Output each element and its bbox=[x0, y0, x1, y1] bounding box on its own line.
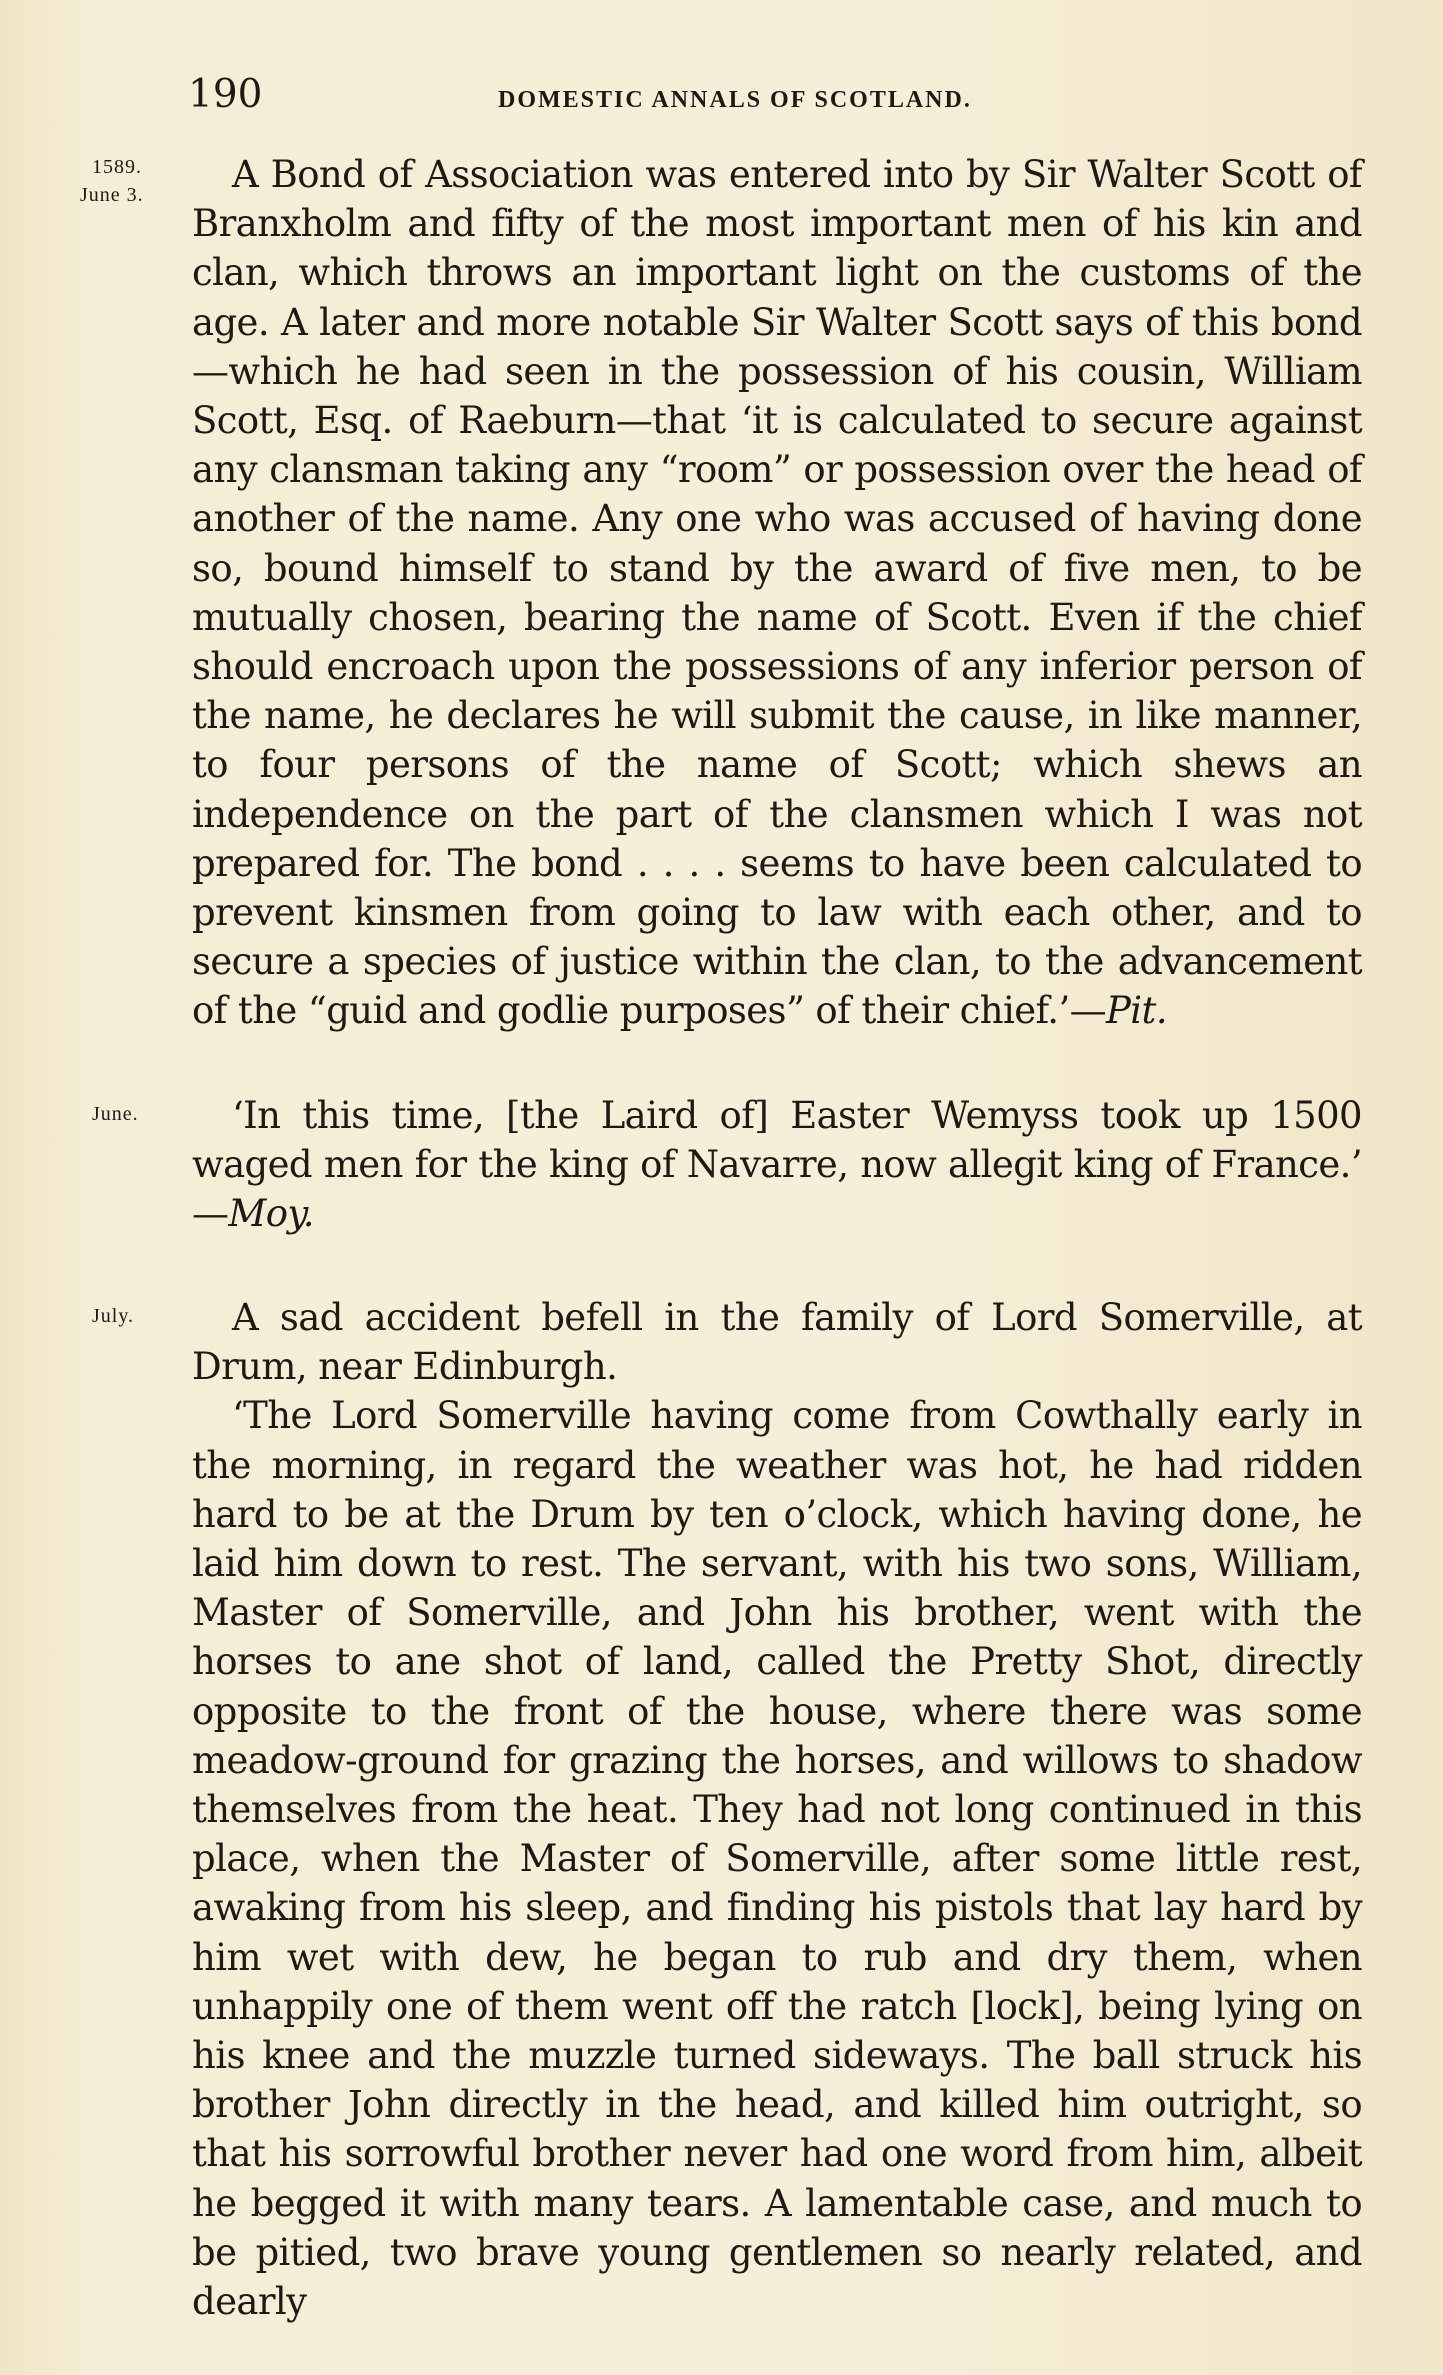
paragraph: A sad accident befell in the family of Lord Somerville, at Drum, near Edinburgh. bbox=[192, 1296, 1362, 1389]
entry-easter-wemyss bbox=[192, 1091, 1362, 1239]
paragraph-quote: ‘The Lord Somerville having come from Cowthally early in the morning, in regard the weather was hot, he had ridden hard to be at the Drum by ten o’clock, which having done, he laid him down to rest. The servant, with his two sons, William, Master of Somerville, and John his brother, went with the horses to ane shot of land, called the Pretty Shot, directly opposite to the front of the house, where there was some meadow-ground for grazing the horses, and willows to shadow themselves from the heat. They had not long continued in this place, when the Master of Somerville, after some little rest, awaking from his sleep, and finding his pistols that lay hard by him wet with dew, he began to rub and dry them, when unhappily one of them went off the ratch [lock], being lying on his knee and the muzzle turned sideways. The ball struck his brother John directly in the head, and killed him outright, so that his sorrowful brother never had one word from him, albeit he begged it with many tears. A lamentable case, and much to be pitied, two brave young gentlemen so nearly related, and dearly bbox=[192, 1394, 1362, 2324]
entry-bond-of-association bbox=[192, 150, 1362, 1036]
margin-note-date: June 3. bbox=[80, 184, 144, 206]
source-citation: Pit. bbox=[1106, 989, 1167, 1033]
paragraph bbox=[192, 150, 1362, 1036]
margin-note-june: June. bbox=[92, 1103, 139, 1125]
paragraph-text: ‘In this time, [the Laird of] Easter Wemyss took up 1500 waged men for the king of Navarre, now allegit king of France.’ — bbox=[192, 1094, 1362, 1236]
running-head: DOMESTIC ANNALS OF SCOTLAND. bbox=[498, 87, 972, 113]
page-header bbox=[188, 72, 1372, 132]
paragraph-text: A Bond of Association was entered into by Sir Walter Scott of Branxholm and fifty of the most important men of his kin and clan, which throws an important light on the customs of the age. A later and more notable Sir Walter Scott says of this bond—which he had seen in the possession of his cousin, William Scott, Esq. of Raeburn—that ‘it is calculated to secure against any clansman taking any “room” or possession over the head of another of the name. Any one who was accused of having done so, bound himself to stand by the award of five men, to be mutually chosen, bearing the name of Scott. Even if the chief should encroach upon the possessions of any inferior person of the name, he declares he will submit the cause, in like manner, to four persons of the name of Scott; which shews an independence on the part of the clansmen which I was not prepared for. The bond . . . . seems to have been calculated to prevent kinsmen from going to law with each other, and to secure a species of justice within the clan, to the advancement of the “guid and godlie purposes” of their chief.’— bbox=[192, 153, 1362, 1033]
paragraph bbox=[192, 1091, 1362, 1239]
margin-note-year: 1589. bbox=[92, 156, 142, 178]
entry-somerville-accident bbox=[192, 1293, 1362, 2326]
source-citation: Moy. bbox=[228, 1192, 314, 1236]
page-number: 190 bbox=[188, 72, 263, 117]
margin-note-july: July. bbox=[92, 1305, 135, 1327]
